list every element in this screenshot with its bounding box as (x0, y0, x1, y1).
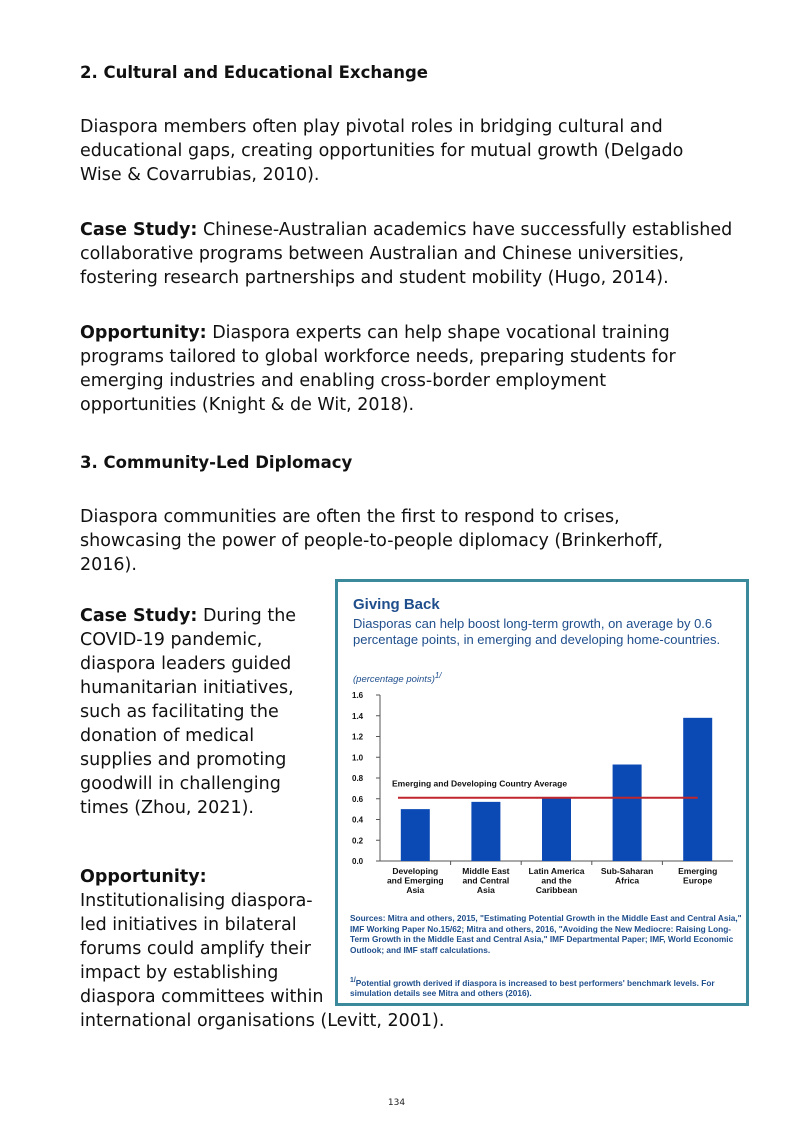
figure-subtitle: Diasporas can help boost long-term growth, on average by 0.6 percentage points, in emerging and developing home-countries. (353, 616, 721, 647)
x-category-label: Europe (683, 875, 713, 886)
y-tick-label: 1.6 (352, 691, 364, 700)
y-tick-label: 0.0 (352, 857, 364, 866)
x-category-label: Asia (406, 885, 425, 895)
x-category-label: Caribbean (535, 885, 578, 895)
figure-sources: Sources: Mitra and others, 2015, "Estimating Potential Growth in the Middle East and Central Asia," IMF Working Paper No.15/62; Mitra and others, 2016, "Avoiding the New Mediocre: Raising Long-Term Growth in the Middle East and Central Asia," IMF Departmental Paper; IMF, World Economic Outlook; and IMF staff calculations. (350, 913, 742, 955)
x-category-label: and Emerging (386, 875, 444, 886)
average-line-label: Emerging and Developing Country Average (392, 778, 568, 789)
opportunity-label: Opportunity: (80, 867, 207, 887)
x-category-label: Middle East (462, 866, 510, 876)
bar-chart (338, 582, 746, 912)
bar (613, 765, 642, 861)
x-category-label: Africa (615, 875, 640, 886)
x-category-label: Developing (392, 866, 439, 876)
x-category-label: and Central (462, 875, 510, 886)
figure-unit-label: (percentage points)$^{1/}$ (353, 671, 442, 686)
section-3-case-study: Case Study: During the COVID-19 pandemic, diaspora leaders guided humanitarian initiatives, such as facilitating the donation of medical supplies and promoting goodwill in challenging times (Zhou, 2021). (80, 606, 297, 818)
y-tick-label: 1.0 (352, 753, 364, 763)
case-study-label: Case Study: (80, 606, 198, 626)
section-2-intro: Diaspora members often play pivotal roles in bridging cultural and educational gaps, creating opportunities for mutual growth (Delgado Wise & Covarrubias, 2010). (80, 117, 684, 185)
section-3-opportunity: Opportunity: Institutionalising diaspora- led initiatives in bilateral forums could amplify their impact by establishing diaspora committees within international organisations (Levitt, 2001). (80, 865, 740, 1033)
x-category-label: and the (541, 875, 572, 886)
bar (542, 798, 571, 861)
y-tick-label: 0.4 (352, 815, 364, 825)
case-study-label: Case Study: (80, 220, 198, 240)
bar (401, 809, 430, 861)
opportunity-label: Opportunity: (80, 323, 207, 343)
section-3-intro: Diaspora communities are often the first to respond to crises, showcasing the power of people-to-people diplomacy (Brinkerhoff, 2016). (80, 507, 663, 575)
section-2-case-study: Case Study: Chinese-Australian academics have successfully established collaborative programs between Australian and Chinese universities, fostering research partnerships and student mobility (Hugo, 2014). (80, 220, 733, 288)
section-2-opportunity: Opportunity: Diaspora experts can help shape vocational training programs tailored to global workforce needs, preparing students for emerging industries and enabling cross-border employment opportunities (Knight & de Wit, 2018). (80, 323, 676, 415)
x-category-label: Asia (476, 885, 495, 895)
y-tick-label: 1.2 (352, 732, 364, 742)
figure-footnote: $^{1/}$Potential growth derived if diaspora is increased to best performers' benchmark levels. For simulation details see Mitra and others (2016). (350, 977, 715, 999)
section-3-heading: 3. Community-Led Diplomacy (80, 453, 353, 472)
bar (683, 718, 712, 861)
y-tick-label: 0.2 (352, 836, 364, 846)
page-number: 134 (387, 1098, 406, 1108)
giving-back-figure (335, 579, 749, 1006)
bar (471, 802, 500, 861)
section-2-heading: 2. Cultural and Educational Exchange (80, 63, 428, 82)
figure-title: Giving Back (353, 596, 440, 613)
x-category-label: Emerging (678, 866, 718, 876)
x-category-label: Sub-Saharan (600, 866, 654, 876)
y-tick-label: 0.8 (352, 774, 364, 783)
x-category-label: Latin America (528, 866, 585, 876)
y-tick-label: 1.4 (352, 711, 364, 721)
y-tick-label: 0.6 (352, 794, 364, 804)
